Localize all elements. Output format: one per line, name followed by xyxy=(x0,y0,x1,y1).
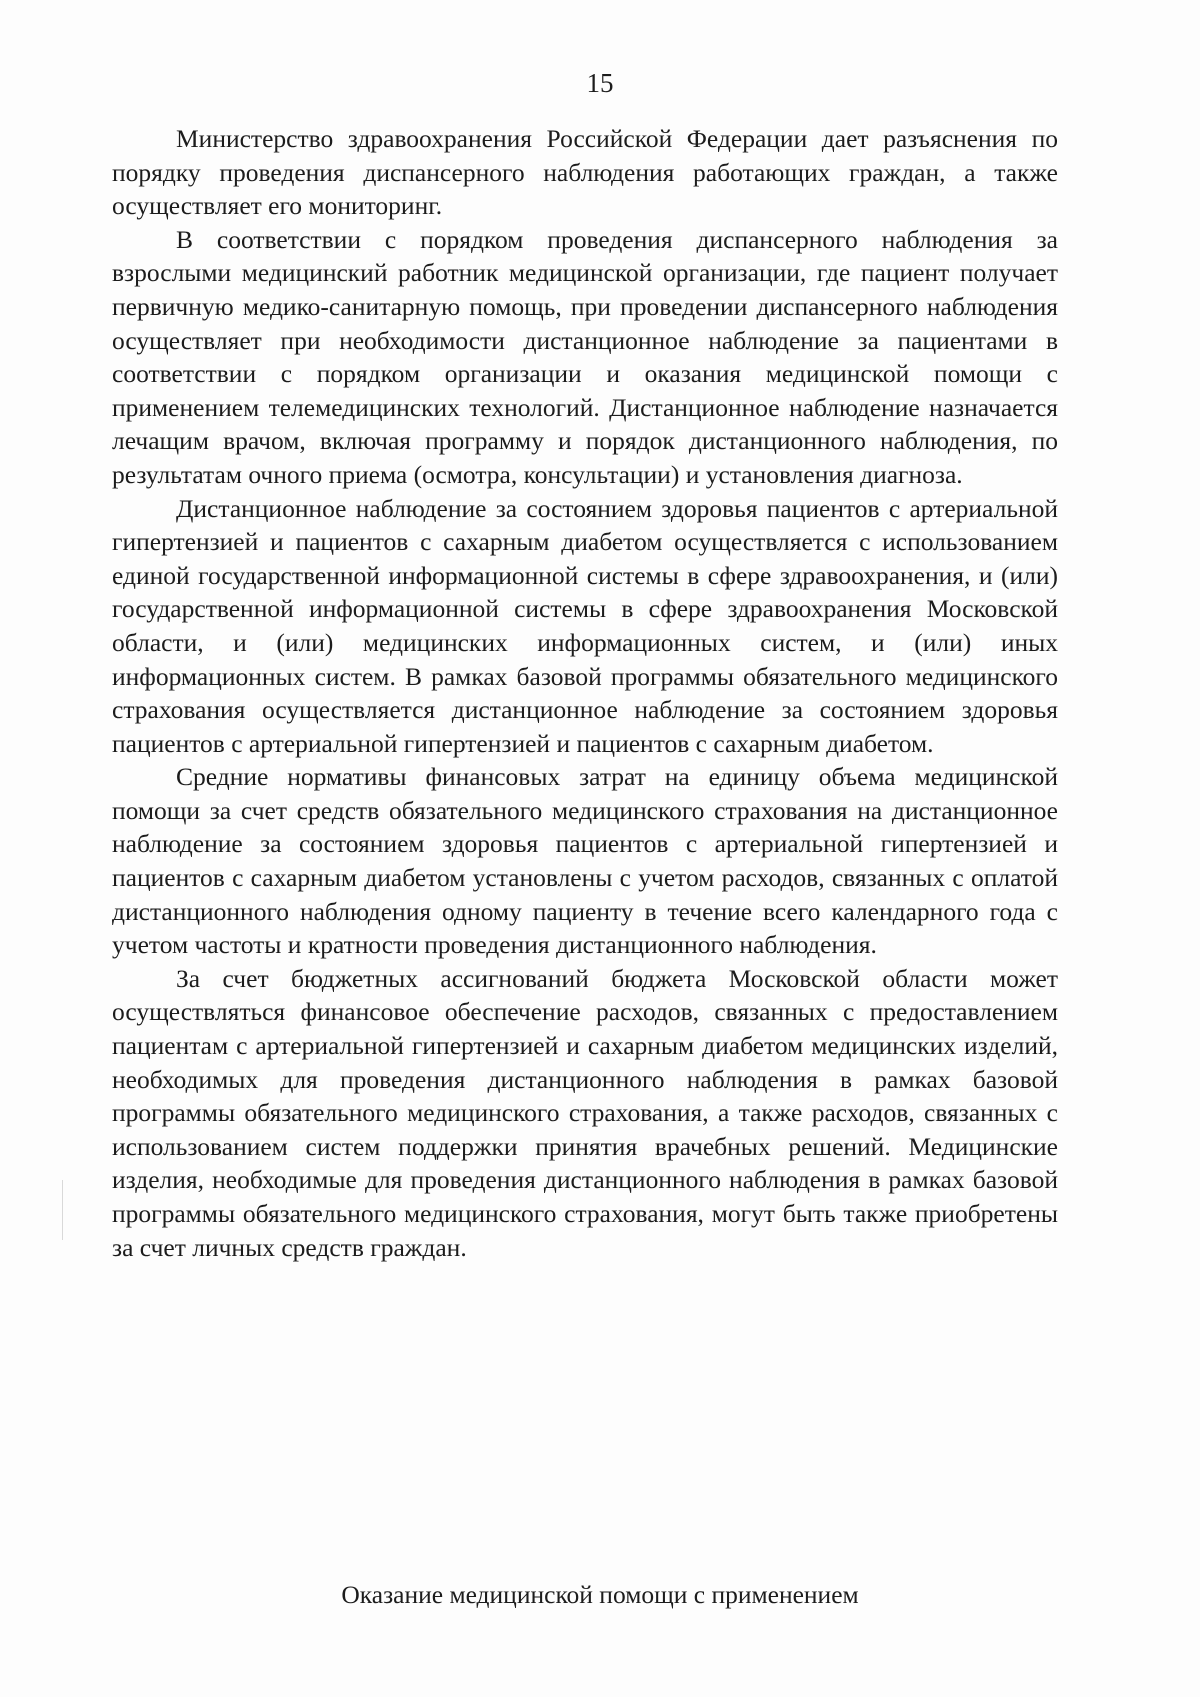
page-number: 15 xyxy=(586,68,614,98)
paragraph-financial-standards: Средние нормативы финансовых затрат на единицу объема медицинской помощи за счет средств обязательного медицинского страхования на дистанционное наблюдение за состоянием здоровья пациентов с артериальной гипертензией и пациентов с сахарным диабетом установлены с учетом расходов, связанных с оплатой дистанционного наблюдения одному пациенту в течение всего календарного года с учетом частоты и кратности проведения дистанционного наблюдения. xyxy=(112,762,1058,960)
paragraph-remote-monitoring-procedure: В соответствии с порядком проведения диспансерного наблюдения за взрослыми медицинский работник медицинской организации, где пациент получает первичную медико-санитарную помощь, при проведении диспансерного наблюдения осуществляет при необходимости дистанционное наблюдение за пациентами в соответствии с порядком организации и оказания медицинской помощи с применением телемедицинских технологий. Дистанционное наблюдение назначается лечащим врачом, включая программу и порядок дистанционного наблюдения, по результатам очного приема (осмотра, консультации) и установления диагноза. xyxy=(112,224,1058,489)
paragraph-information-systems: Дистанционное наблюдение за состоянием здоровья пациентов с артериальной гипертензией и пациентов с сахарным диабетом осуществляется с использованием единой государственной информационной системы в сфере здравоохранения, и (или) государственной информационной системы в сфере здравоохранения Московской области, и (или) медицинских информационных систем, и (или) иных информационных систем. В рамках базовой программы обязательного медицинского страхования осуществляется дистанционное наблюдение за состоянием здоровья пациентов с артериальной гипертензией и пациентов с сахарным диабетом. xyxy=(112,493,1058,758)
paragraph-ministry-clarifications: Министерство здравоохранения Российской Федерации дает разъяснения по порядку проведения диспансерного наблюдения работающих граждан, а также осуществляет его мониторинг. xyxy=(112,124,1058,221)
scan-edge-mark xyxy=(62,1180,63,1240)
document-body xyxy=(112,122,1058,1264)
section-heading: Оказание медицинской помощи с применением xyxy=(341,1580,859,1609)
paragraph-budget-funding: За счет бюджетных ассигнований бюджета Московской области может осуществляться финансовое обеспечение расходов, связанных с предоставлением пациентам с артериальной гипертензией и сахарным диабетом медицинских изделий, необходимых для проведения дистанционного наблюдения в рамках базовой программы обязательного медицинского страхования, а также расходов, связанных с использованием систем поддержки принятия врачебных решений. Медицинские изделия, необходимые для проведения дистанционного наблюдения в рамках базовой программы обязательного медицинского страхования, могут быть также приобретены за счет личных средств граждан. xyxy=(112,963,1058,1262)
